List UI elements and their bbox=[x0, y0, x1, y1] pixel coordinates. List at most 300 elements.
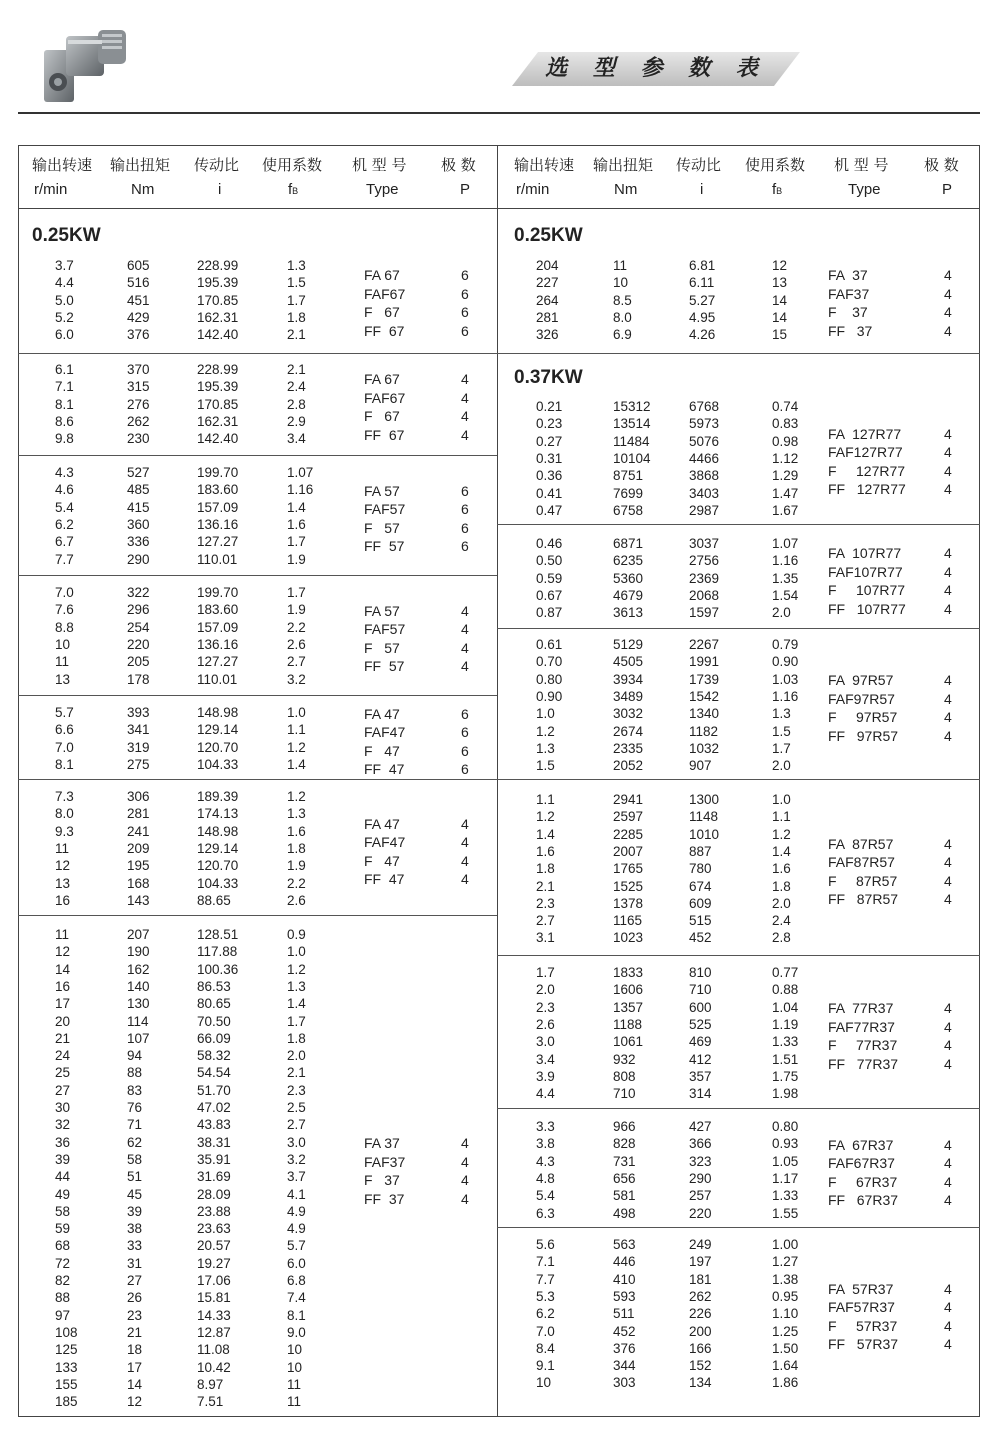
right-g4-r2-c1: 2285 bbox=[613, 826, 644, 842]
left-g4-r0-c0: 5.7 bbox=[55, 705, 74, 720]
right-g4-r5-c1: 1525 bbox=[613, 878, 644, 894]
right-g3-r3-c1: 3489 bbox=[613, 688, 644, 704]
right-g6-r4-c2: 257 bbox=[689, 1188, 712, 1204]
left-g5-r2-c3: 1.6 bbox=[287, 823, 306, 839]
left-g3-r3-c1: 220 bbox=[127, 636, 150, 652]
right-g1-r4-c3: 1.29 bbox=[772, 468, 799, 484]
left-g6-r3-c3: 1.3 bbox=[287, 978, 306, 994]
right-g0-r0-c0: 204 bbox=[536, 258, 559, 273]
right-g0-r1-c0: 227 bbox=[536, 275, 559, 291]
right-g1-r1-c0: 0.23 bbox=[536, 416, 563, 432]
right-g3-r2-c3: 1.03 bbox=[772, 671, 799, 687]
left-g2-r1-c2: 183.60 bbox=[197, 482, 239, 498]
left-g5-r5-c2: 104.33 bbox=[197, 875, 239, 891]
right-g7-r3-c1: 593 bbox=[613, 1288, 636, 1304]
right-g3-type-1: FAF97R57 bbox=[828, 690, 895, 707]
right-g1-pole-1: 4 bbox=[944, 444, 952, 461]
right-g7-r1-c0: 7.1 bbox=[536, 1254, 555, 1270]
right-g1-r1-c2: 5973 bbox=[689, 416, 720, 432]
right-g3-r4-c2: 1340 bbox=[689, 706, 720, 722]
left-g6-r15-c0: 49 bbox=[55, 1186, 71, 1202]
right-g6-r3-c1: 656 bbox=[613, 1170, 636, 1186]
right-g3-r2-c1: 3934 bbox=[613, 671, 644, 687]
right-g5-r5-c0: 3.4 bbox=[536, 1051, 555, 1067]
right-power-label-1: 0.37KW bbox=[514, 367, 583, 388]
left-g6-r15-c1: 45 bbox=[127, 1186, 143, 1202]
left-g5-r1-c2: 174.13 bbox=[197, 806, 239, 822]
right-g0-pole-0: 4 bbox=[944, 267, 952, 284]
left-g5-pole-0: 4 bbox=[461, 815, 469, 832]
right-g1-r1-c1: 13514 bbox=[613, 416, 651, 432]
left-group-divider-1 bbox=[18, 455, 497, 456]
left-g6-type-3: FF 37 bbox=[364, 1190, 405, 1207]
right-g3-r7-c1: 2052 bbox=[613, 758, 644, 774]
left-g2-r3-c2: 136.16 bbox=[197, 516, 239, 532]
left-g2-r4-c2: 127.27 bbox=[197, 534, 239, 550]
right-g7-pole-1: 4 bbox=[944, 1299, 952, 1316]
left-g3-r2-c0: 8.8 bbox=[55, 619, 74, 635]
left-g6-r26-c1: 14 bbox=[127, 1376, 143, 1392]
right-g4-r1-c1: 2597 bbox=[613, 809, 644, 825]
right-g6-r2-c3: 1.05 bbox=[772, 1153, 799, 1169]
right-g1-r6-c2: 2987 bbox=[689, 502, 720, 518]
left-g4-r0-c2: 148.98 bbox=[197, 705, 239, 720]
right-g4-r4-c2: 780 bbox=[689, 861, 712, 877]
right-g4-pole-3: 4 bbox=[944, 891, 952, 908]
right-g7-r7-c2: 152 bbox=[689, 1358, 712, 1374]
right-g7-r0-c1: 563 bbox=[613, 1237, 636, 1252]
left-g6-r14-c3: 3.7 bbox=[287, 1169, 306, 1185]
left-g6-r6-c1: 107 bbox=[127, 1030, 150, 1046]
right-g4-pole-2: 4 bbox=[944, 872, 952, 889]
right-g7-r1-c3: 1.27 bbox=[772, 1254, 799, 1270]
left-g6-r2-c3: 1.2 bbox=[287, 961, 306, 977]
right-g2-r1-c0: 0.50 bbox=[536, 553, 563, 569]
left-g2-r4-c1: 336 bbox=[127, 534, 150, 550]
right-g5-r4-c1: 1061 bbox=[613, 1034, 644, 1050]
right-g4-r1-c3: 1.1 bbox=[772, 809, 791, 825]
right-g5-r2-c2: 600 bbox=[689, 999, 712, 1015]
right-g1-r1-c3: 0.83 bbox=[772, 416, 799, 432]
right-g6-r3-c3: 1.17 bbox=[772, 1170, 799, 1186]
right-g7-r2-c1: 410 bbox=[613, 1271, 636, 1287]
left-g6-r25-c1: 17 bbox=[127, 1359, 143, 1375]
left-g6-pole-3: 4 bbox=[461, 1190, 469, 1207]
left-g0-r1-c1: 516 bbox=[127, 275, 150, 291]
right-g3-r7-c0: 1.5 bbox=[536, 758, 555, 774]
right-g0-r2-c0: 264 bbox=[536, 292, 559, 308]
left-g3-pole-0: 4 bbox=[461, 602, 469, 619]
left-g4-r3-c1: 275 bbox=[127, 756, 150, 772]
left-g2-r3-c3: 1.6 bbox=[287, 516, 306, 532]
left-g1-type-2: F 67 bbox=[364, 408, 400, 425]
left-g1-r1-c1: 315 bbox=[127, 379, 150, 395]
left-g6-r18-c2: 20.57 bbox=[197, 1238, 231, 1254]
left-g6-r26-c3: 11 bbox=[287, 1376, 302, 1392]
left-g3-pole-1: 4 bbox=[461, 621, 469, 638]
left-g0-r3-c0: 5.2 bbox=[55, 309, 74, 325]
left-g0-r3-c1: 429 bbox=[127, 309, 150, 325]
right-g5-type-1: FAF77R37 bbox=[828, 1018, 895, 1035]
left-g6-r23-c1: 21 bbox=[127, 1324, 143, 1340]
right-g7-r5-c0: 7.0 bbox=[536, 1323, 555, 1339]
left-g6-r26-c2: 8.97 bbox=[197, 1376, 224, 1392]
right-g7-r5-c2: 200 bbox=[689, 1323, 712, 1339]
right-g6-r1-c1: 828 bbox=[613, 1136, 636, 1152]
left-g6-r25-c3: 10 bbox=[287, 1359, 303, 1375]
right-g3-r0-c0: 0.61 bbox=[536, 637, 563, 652]
right-g3-r6-c3: 1.7 bbox=[772, 740, 791, 756]
right-g4-r7-c2: 515 bbox=[689, 913, 712, 929]
left-g5-r2-c2: 148.98 bbox=[197, 823, 239, 839]
left-g4-r2-c2: 120.70 bbox=[197, 739, 239, 755]
left-g3-type-1: FAF57 bbox=[364, 621, 406, 638]
right-g0-r4-c0: 326 bbox=[536, 327, 559, 343]
right-g5-r5-c1: 932 bbox=[613, 1051, 636, 1067]
page-title: 选 型 参 数 表 bbox=[545, 56, 767, 81]
left-g5-pole-3: 4 bbox=[461, 871, 469, 888]
right-g2-r4-c3: 2.0 bbox=[772, 605, 791, 621]
left-g4-r0-c1: 393 bbox=[127, 705, 150, 720]
right-g5-r7-c2: 314 bbox=[689, 1086, 712, 1102]
right-g6-type-0: FA 67R37 bbox=[828, 1136, 894, 1153]
left-g2-r0-c0: 4.3 bbox=[55, 465, 74, 480]
right-g5-type-3: FF 77R37 bbox=[828, 1055, 899, 1072]
left-g6-r14-c2: 31.69 bbox=[197, 1169, 231, 1185]
left-g3-type-3: FF 57 bbox=[364, 658, 405, 675]
right-g2-r0-c1: 6871 bbox=[613, 536, 644, 551]
left-g6-r17-c2: 23.63 bbox=[197, 1221, 231, 1237]
left-g6-r10-c2: 47.02 bbox=[197, 1100, 231, 1115]
left-g6-r16-c2: 23.88 bbox=[197, 1203, 231, 1219]
right-col-header-5: 极 数 bbox=[924, 156, 959, 174]
left-g2-r0-c2: 199.70 bbox=[197, 465, 239, 480]
left-g6-r21-c0: 88 bbox=[55, 1290, 71, 1306]
right-g1-r6-c0: 0.47 bbox=[536, 502, 563, 518]
right-g4-r3-c1: 2007 bbox=[613, 843, 644, 859]
left-g6-r0-c2: 128.51 bbox=[197, 927, 239, 942]
right-g1-r4-c1: 8751 bbox=[613, 468, 644, 484]
left-g2-r3-c0: 6.2 bbox=[55, 516, 74, 532]
left-g3-r4-c3: 2.7 bbox=[287, 654, 306, 670]
right-g1-type-3: FF 127R77 bbox=[828, 481, 906, 498]
right-g2-pole-2: 4 bbox=[944, 582, 952, 599]
right-g6-type-1: FAF67R37 bbox=[828, 1155, 895, 1172]
left-g0-r1-c2: 195.39 bbox=[197, 275, 239, 291]
right-g6-r3-c2: 290 bbox=[689, 1170, 712, 1186]
right-g0-type-0: FA 37 bbox=[828, 267, 868, 284]
left-g6-r1-c3: 1.0 bbox=[287, 944, 306, 960]
right-g7-type-2: F 57R37 bbox=[828, 1317, 898, 1334]
left-g6-r2-c2: 100.36 bbox=[197, 961, 239, 977]
left-g1-pole-0: 4 bbox=[461, 371, 469, 388]
right-g5-r2-c0: 2.3 bbox=[536, 999, 555, 1015]
left-g6-r12-c1: 62 bbox=[127, 1134, 143, 1150]
left-g6-r9-c2: 51.70 bbox=[197, 1082, 231, 1098]
left-g0-r1-c3: 1.5 bbox=[287, 275, 306, 291]
right-g4-r7-c1: 1165 bbox=[613, 913, 643, 929]
right-g3-r6-c1: 2335 bbox=[613, 740, 644, 756]
right-g7-r6-c3: 1.50 bbox=[772, 1340, 799, 1356]
left-g6-r23-c0: 108 bbox=[55, 1324, 78, 1340]
left-g2-r2-c2: 157.09 bbox=[197, 499, 239, 515]
left-g2-type-0: FA 57 bbox=[364, 482, 400, 499]
right-g2-type-3: FF 107R77 bbox=[828, 600, 906, 617]
right-g1-r3-c3: 1.12 bbox=[772, 450, 799, 466]
right-g0-r1-c1: 10 bbox=[613, 275, 629, 291]
left-g6-r7-c3: 2.0 bbox=[287, 1048, 306, 1064]
left-g5-r1-c1: 281 bbox=[127, 806, 150, 822]
left-g6-r0-c3: 0.9 bbox=[287, 927, 306, 942]
left-g0-pole-1: 6 bbox=[461, 285, 469, 302]
left-g5-r3-c0: 11 bbox=[55, 840, 70, 856]
left-g6-r3-c2: 86.53 bbox=[197, 978, 231, 994]
left-g0-r2-c1: 451 bbox=[127, 292, 150, 308]
right-g3-r1-c3: 0.90 bbox=[772, 654, 799, 670]
right-col-unit-5: P bbox=[942, 181, 953, 198]
left-g1-r1-c0: 7.1 bbox=[55, 379, 74, 395]
left-g3-r4-c1: 205 bbox=[127, 654, 150, 670]
right-g2-r0-c2: 3037 bbox=[689, 536, 720, 551]
left-col-unit-1: Nm bbox=[131, 181, 155, 198]
right-g0-type-1: FAF37 bbox=[828, 285, 870, 302]
right-g6-r0-c0: 3.3 bbox=[536, 1119, 555, 1134]
right-g7-r4-c1: 511 bbox=[613, 1306, 635, 1322]
right-g4-r3-c0: 1.6 bbox=[536, 843, 555, 859]
right-g6-r2-c0: 4.3 bbox=[536, 1153, 555, 1169]
right-g3-type-2: F 97R57 bbox=[828, 709, 898, 726]
right-g3-r5-c0: 1.2 bbox=[536, 723, 555, 739]
left-g2-r2-c3: 1.4 bbox=[287, 499, 306, 515]
right-g3-type-3: FF 97R57 bbox=[828, 727, 899, 744]
left-g6-r7-c2: 58.32 bbox=[197, 1048, 231, 1064]
left-g6-r11-c0: 32 bbox=[55, 1117, 71, 1133]
right-g5-type-0: FA 77R37 bbox=[828, 1000, 894, 1017]
right-g3-r6-c0: 1.3 bbox=[536, 740, 555, 756]
left-g6-r13-c2: 35.91 bbox=[197, 1151, 231, 1167]
right-g7-r4-c3: 1.10 bbox=[772, 1306, 799, 1322]
right-g4-r2-c2: 1010 bbox=[689, 826, 720, 842]
left-g6-r1-c0: 12 bbox=[55, 944, 71, 960]
right-g6-r4-c0: 5.4 bbox=[536, 1188, 555, 1204]
right-g6-r4-c1: 581 bbox=[613, 1188, 636, 1204]
left-g6-r25-c0: 133 bbox=[55, 1359, 78, 1375]
left-g3-r2-c3: 2.2 bbox=[287, 619, 306, 635]
right-g4-r0-c1: 2941 bbox=[613, 792, 644, 807]
left-g6-type-0: FA 37 bbox=[364, 1135, 400, 1152]
right-g7-pole-3: 4 bbox=[944, 1336, 952, 1353]
left-g6-r4-c3: 1.4 bbox=[287, 996, 306, 1012]
right-g0-r2-c2: 5.27 bbox=[689, 292, 716, 308]
left-g5-r3-c1: 209 bbox=[127, 840, 150, 856]
left-g6-r13-c0: 39 bbox=[55, 1151, 71, 1167]
left-col-header-2: 传动比 bbox=[194, 156, 240, 174]
left-g1-r4-c2: 142.40 bbox=[197, 431, 239, 447]
left-g6-r2-c1: 162 bbox=[127, 961, 150, 977]
right-g7-r8-c3: 1.86 bbox=[772, 1375, 799, 1391]
right-g3-r5-c2: 1182 bbox=[689, 723, 719, 739]
right-g1-r0-c2: 6768 bbox=[689, 399, 720, 414]
right-g2-r2-c1: 5360 bbox=[613, 570, 644, 586]
left-g4-r2-c1: 319 bbox=[127, 739, 150, 755]
right-g4-r0-c3: 1.0 bbox=[772, 792, 791, 807]
left-g4-r3-c2: 104.33 bbox=[197, 756, 239, 772]
right-g4-r1-c0: 1.2 bbox=[536, 809, 555, 825]
right-g7-r0-c3: 1.00 bbox=[772, 1237, 799, 1252]
right-col-header-3: 使用系数 bbox=[745, 156, 806, 174]
right-g7-r4-c2: 226 bbox=[689, 1306, 712, 1322]
right-g1-r6-c1: 6758 bbox=[613, 502, 644, 518]
left-g3-r0-c1: 322 bbox=[127, 585, 150, 600]
left-g1-type-0: FA 67 bbox=[364, 371, 400, 388]
right-g2-r2-c0: 0.59 bbox=[536, 570, 563, 586]
right-g7-r1-c1: 446 bbox=[613, 1254, 636, 1270]
left-g6-type-1: FAF37 bbox=[364, 1153, 406, 1170]
left-g1-r0-c1: 370 bbox=[127, 362, 150, 377]
left-g5-r2-c0: 9.3 bbox=[55, 823, 74, 839]
right-g7-r6-c0: 8.4 bbox=[536, 1340, 555, 1356]
left-g5-r0-c1: 306 bbox=[127, 789, 150, 804]
right-g0-r1-c2: 6.11 bbox=[689, 275, 715, 291]
right-g3-r0-c1: 5129 bbox=[613, 637, 644, 652]
right-g3-r3-c2: 1542 bbox=[689, 688, 720, 704]
left-g4-type-1: FAF47 bbox=[364, 724, 406, 741]
left-g3-r1-c3: 1.9 bbox=[287, 602, 306, 618]
right-g1-r4-c2: 3868 bbox=[689, 468, 720, 484]
left-g6-r24-c2: 11.08 bbox=[197, 1342, 230, 1358]
left-g0-pole-2: 6 bbox=[461, 304, 469, 321]
left-group-divider-4 bbox=[18, 779, 497, 780]
left-g6-r5-c1: 114 bbox=[127, 1013, 149, 1029]
left-g0-type-2: F 67 bbox=[364, 304, 400, 321]
left-col-unit-4: Type bbox=[366, 181, 399, 198]
left-g6-r17-c0: 59 bbox=[55, 1221, 71, 1237]
left-col-header-0: 输出转速 bbox=[32, 156, 93, 174]
left-g6-r19-c3: 6.0 bbox=[287, 1255, 306, 1271]
right-g7-r5-c1: 452 bbox=[613, 1323, 636, 1339]
right-g7-r8-c1: 303 bbox=[613, 1375, 636, 1391]
right-g0-r3-c1: 8.0 bbox=[613, 309, 632, 325]
right-g5-r0-c3: 0.77 bbox=[772, 965, 799, 980]
right-g1-r5-c3: 1.47 bbox=[772, 485, 799, 501]
right-g6-r5-c2: 220 bbox=[689, 1205, 712, 1221]
right-g6-r1-c0: 3.8 bbox=[536, 1136, 555, 1152]
left-g3-r0-c2: 199.70 bbox=[197, 585, 239, 600]
left-g6-r23-c2: 12.87 bbox=[197, 1324, 231, 1340]
left-power-label-0: 0.25KW bbox=[32, 225, 101, 246]
left-g6-r15-c3: 4.1 bbox=[287, 1186, 306, 1202]
left-g6-r22-c1: 23 bbox=[127, 1307, 143, 1323]
right-g1-r2-c0: 0.27 bbox=[536, 433, 563, 449]
left-g2-r5-c1: 290 bbox=[127, 551, 150, 567]
right-g5-type-2: F 77R37 bbox=[828, 1037, 898, 1054]
right-g6-type-3: FF 67R37 bbox=[828, 1192, 899, 1209]
left-g6-r10-c1: 76 bbox=[127, 1100, 143, 1115]
right-g1-r3-c2: 4466 bbox=[689, 450, 720, 466]
left-g5-r4-c0: 12 bbox=[55, 858, 71, 874]
right-g4-r6-c1: 1378 bbox=[613, 895, 644, 911]
left-g1-pole-1: 4 bbox=[461, 389, 469, 406]
right-col-unit-1: Nm bbox=[614, 181, 638, 198]
right-g7-type-0: FA 57R37 bbox=[828, 1280, 894, 1297]
left-g5-r1-c3: 1.3 bbox=[287, 806, 306, 822]
right-group-divider-2 bbox=[497, 628, 980, 629]
right-g1-r0-c3: 0.74 bbox=[772, 399, 799, 414]
right-group-divider-0 bbox=[497, 353, 980, 354]
left-g6-r21-c2: 15.81 bbox=[197, 1290, 231, 1306]
right-g1-pole-3: 4 bbox=[944, 481, 952, 498]
left-g6-r10-c3: 2.5 bbox=[287, 1100, 306, 1115]
left-g3-r5-c3: 3.2 bbox=[287, 671, 306, 687]
right-g5-r5-c3: 1.51 bbox=[772, 1051, 799, 1067]
left-g3-r4-c2: 127.27 bbox=[197, 654, 239, 670]
gear-reducer-icon bbox=[38, 20, 130, 106]
left-g6-r12-c0: 36 bbox=[55, 1134, 71, 1150]
left-g1-r0-c3: 2.1 bbox=[287, 362, 306, 377]
right-g5-r1-c0: 2.0 bbox=[536, 982, 555, 998]
left-g6-r16-c3: 4.9 bbox=[287, 1203, 306, 1219]
left-g3-r2-c1: 254 bbox=[127, 619, 150, 635]
left-g6-r16-c1: 39 bbox=[127, 1203, 143, 1219]
right-g2-r3-c0: 0.67 bbox=[536, 587, 563, 603]
left-g4-pole-1: 6 bbox=[461, 724, 469, 741]
right-col-unit-2: i bbox=[700, 181, 704, 198]
right-g6-r0-c3: 0.80 bbox=[772, 1119, 799, 1134]
right-g1-pole-0: 4 bbox=[944, 425, 952, 442]
left-g6-r1-c1: 190 bbox=[127, 944, 150, 960]
left-g6-r0-c1: 207 bbox=[127, 927, 150, 942]
right-g1-r2-c3: 0.98 bbox=[772, 433, 799, 449]
left-g6-r21-c3: 7.4 bbox=[287, 1290, 306, 1306]
left-g1-r4-c3: 3.4 bbox=[287, 431, 306, 447]
right-g3-r7-c2: 907 bbox=[689, 758, 712, 774]
left-g2-r0-c3: 1.07 bbox=[287, 465, 314, 480]
left-g5-pole-2: 4 bbox=[461, 852, 469, 869]
right-g5-r4-c0: 3.0 bbox=[536, 1034, 555, 1050]
left-g6-r9-c1: 83 bbox=[127, 1082, 143, 1098]
left-g3-r3-c2: 136.16 bbox=[197, 636, 239, 652]
right-g4-r8-c1: 1023 bbox=[613, 930, 644, 946]
left-g6-r18-c1: 33 bbox=[127, 1238, 143, 1254]
right-g0-type-3: FF 37 bbox=[828, 322, 873, 339]
left-g6-r7-c1: 94 bbox=[127, 1048, 143, 1064]
right-g4-r0-c2: 1300 bbox=[689, 792, 720, 807]
left-g6-r13-c3: 3.2 bbox=[287, 1151, 306, 1167]
right-g4-r4-c0: 1.8 bbox=[536, 861, 555, 877]
right-g1-r5-c1: 7699 bbox=[613, 485, 644, 501]
right-g6-r1-c3: 0.93 bbox=[772, 1136, 799, 1152]
right-g4-r1-c2: 1148 bbox=[689, 809, 719, 825]
right-g2-r1-c2: 2756 bbox=[689, 553, 720, 569]
left-g2-type-1: FAF57 bbox=[364, 501, 406, 518]
left-g3-type-2: F 57 bbox=[364, 639, 400, 656]
right-g7-r1-c2: 197 bbox=[689, 1254, 712, 1270]
left-g3-pole-3: 4 bbox=[461, 658, 469, 675]
left-g5-type-1: FAF47 bbox=[364, 834, 406, 851]
left-g6-r3-c0: 16 bbox=[55, 978, 71, 994]
right-g6-r4-c3: 1.33 bbox=[772, 1188, 799, 1204]
right-g5-r2-c3: 1.04 bbox=[772, 999, 799, 1015]
right-g2-r1-c1: 6235 bbox=[613, 553, 644, 569]
left-g4-type-2: F 47 bbox=[364, 742, 400, 759]
left-g1-r2-c0: 8.1 bbox=[55, 396, 74, 412]
left-g1-r4-c1: 230 bbox=[127, 431, 150, 447]
right-g5-pole-0: 4 bbox=[944, 1000, 952, 1017]
left-g5-r0-c2: 189.39 bbox=[197, 789, 239, 804]
left-g6-r5-c3: 1.7 bbox=[287, 1013, 306, 1029]
right-g4-r3-c2: 887 bbox=[689, 843, 712, 859]
right-g0-r3-c3: 14 bbox=[772, 309, 788, 325]
